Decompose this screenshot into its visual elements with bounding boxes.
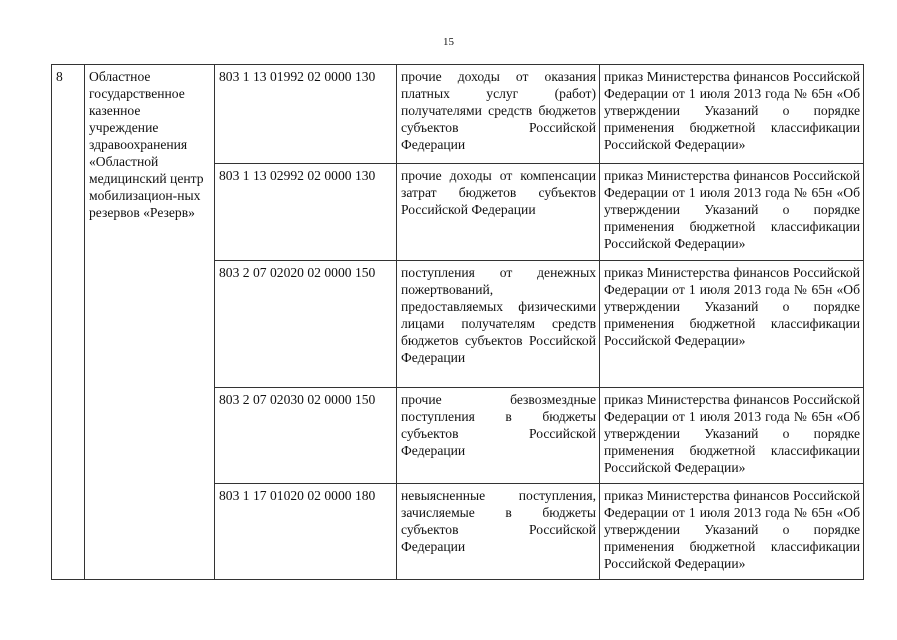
income-description: прочие доходы от компенсации затрат бюджетов субъектов Российской Федерации bbox=[397, 164, 600, 261]
income-description: невыясненные поступления, зачисляемые в бюджеты субъектов Российской Федерации bbox=[397, 484, 600, 580]
budget-code: 803 1 17 01020 02 0000 180 bbox=[215, 484, 397, 580]
income-codes-table bbox=[51, 64, 864, 580]
page-number: 15 bbox=[443, 36, 454, 48]
budget-code: 803 1 13 01992 02 0000 130 bbox=[215, 65, 397, 164]
income-description: прочие доходы от оказания платных услуг (работ) получателями средств бюджетов субъектов Российской Федерации bbox=[397, 65, 600, 164]
budget-code: 803 2 07 02030 02 0000 150 bbox=[215, 388, 397, 484]
row-number: 8 bbox=[52, 65, 85, 580]
organization-name: Областное государственное казенное учреждение здравоохранения «Областной медицинский центр мобилизацион-ных резервов «Резерв» bbox=[85, 65, 215, 580]
income-description: прочие безвозмездные поступления в бюджеты субъектов Российской Федерации bbox=[397, 388, 600, 484]
legal-basis: приказ Министерства финансов Российской Федерации от 1 июля 2013 года № 65н «Об утверждении Указаний о порядке применения бюджетной классификации Российской Федерации» bbox=[600, 484, 864, 580]
income-description: поступления от денежных пожертвований, предоставляемых физическими лицами получателям средств бюджетов субъектов Российской Федерации bbox=[397, 261, 600, 388]
legal-basis: приказ Министерства финансов Российской Федерации от 1 июля 2013 года № 65н «Об утверждении Указаний о порядке применения бюджетной классификации Российской Федерации» bbox=[600, 65, 864, 164]
budget-code: 803 2 07 02020 02 0000 150 bbox=[215, 261, 397, 388]
legal-basis: приказ Министерства финансов Российской Федерации от 1 июля 2013 года № 65н «Об утверждении Указаний о порядке применения бюджетной классификации Российской Федерации» bbox=[600, 164, 864, 261]
table-row bbox=[52, 65, 864, 164]
legal-basis: приказ Министерства финансов Российской Федерации от 1 июля 2013 года № 65н «Об утверждении Указаний о порядке применения бюджетной классификации Российской Федерации» bbox=[600, 261, 864, 388]
legal-basis: приказ Министерства финансов Российской Федерации от 1 июля 2013 года № 65н «Об утверждении Указаний о порядке применения бюджетной классификации Российской Федерации» bbox=[600, 388, 864, 484]
budget-code: 803 1 13 02992 02 0000 130 bbox=[215, 164, 397, 261]
